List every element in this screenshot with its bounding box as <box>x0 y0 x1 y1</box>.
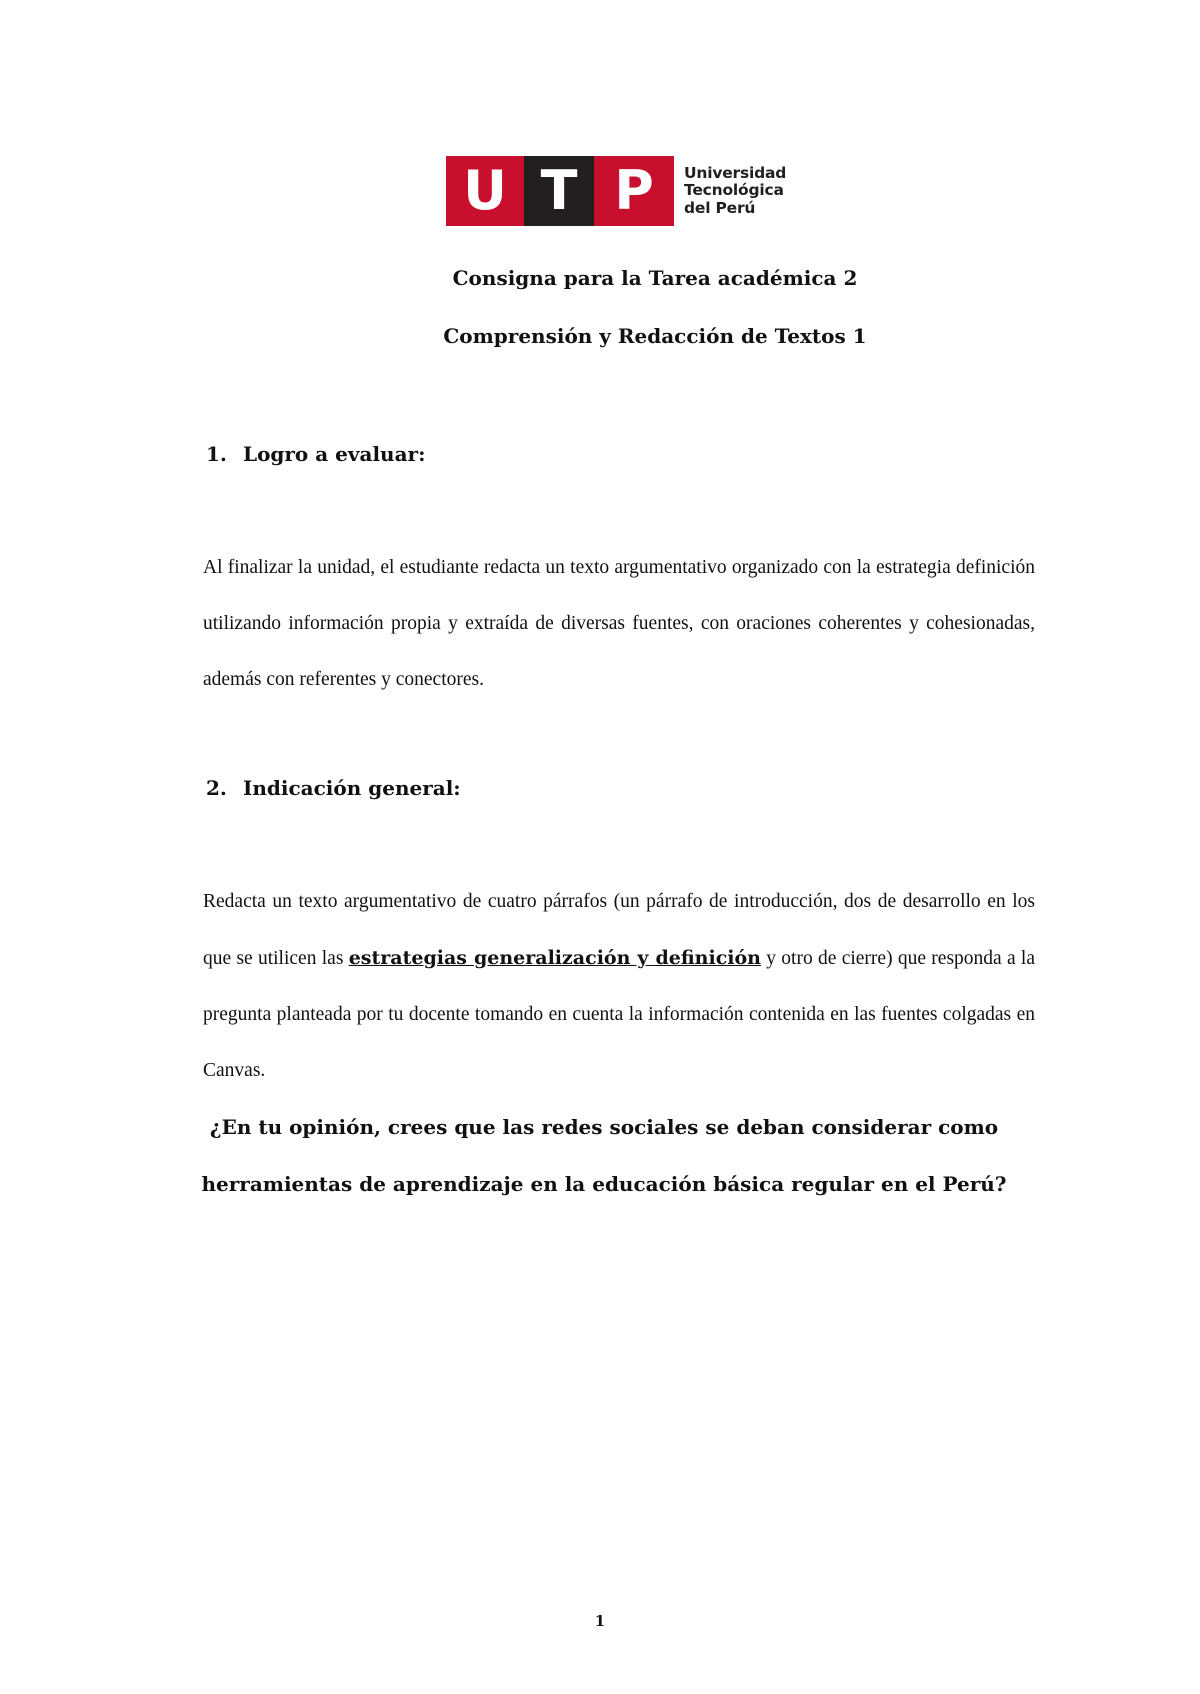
logo-letter-p: P <box>594 156 674 226</box>
page-number: 1 <box>594 1612 606 1630</box>
logo-name-line: Universidad <box>684 163 787 182</box>
assignment-question: ¿En tu opinión, crees que las redes sociales se deban considerar como herramientas de aprendizaje en la educación básica regular en el Perú? <box>201 1115 1007 1196</box>
section-heading-text: Indicación general: <box>243 776 461 800</box>
section-heading-text: Logro a evaluar: <box>243 442 426 466</box>
paragraph-text: Redacta un texto argumentativo de cuatro párrafos (un párrafo de introducción, dos de desarrollo en los que se utilicen las <box>203 891 1035 969</box>
section-heading-indicacion <box>206 776 461 800</box>
section-heading-logro <box>206 442 425 466</box>
section-number: 1. <box>206 442 227 466</box>
document-subtitle: Comprensión y Redacción de Textos 1 <box>443 324 867 348</box>
section-number: 2. <box>206 776 227 800</box>
emphasized-strategies: estrategias generalización y definición <box>348 947 761 969</box>
paragraph-text: y otro de cierre) que responda a la pregunta planteada por tu docente tomando en cuenta la información contenida en las fuentes colgadas en Canvas. <box>203 948 1035 1081</box>
utp-logo <box>446 156 786 226</box>
section-paragraph-indicacion <box>203 874 1035 1099</box>
logo-university-name <box>684 165 786 218</box>
section-paragraph-logro: Al finalizar la unidad, el estudiante redacta un texto argumentativo organizado con la estrategia definición utilizando información propia y extraída de diversas fuentes, con oraciones coherentes y cohesionadas, además con referentes y conectores. <box>203 557 1035 690</box>
logo-letter-u: U <box>446 156 524 226</box>
logo-name-line: Tecnológica <box>684 181 784 200</box>
document-title: Consigna para la Tarea académica 2 <box>452 266 858 290</box>
logo-letter-t: T <box>524 156 594 226</box>
logo-name-line: del Perú <box>684 198 756 217</box>
